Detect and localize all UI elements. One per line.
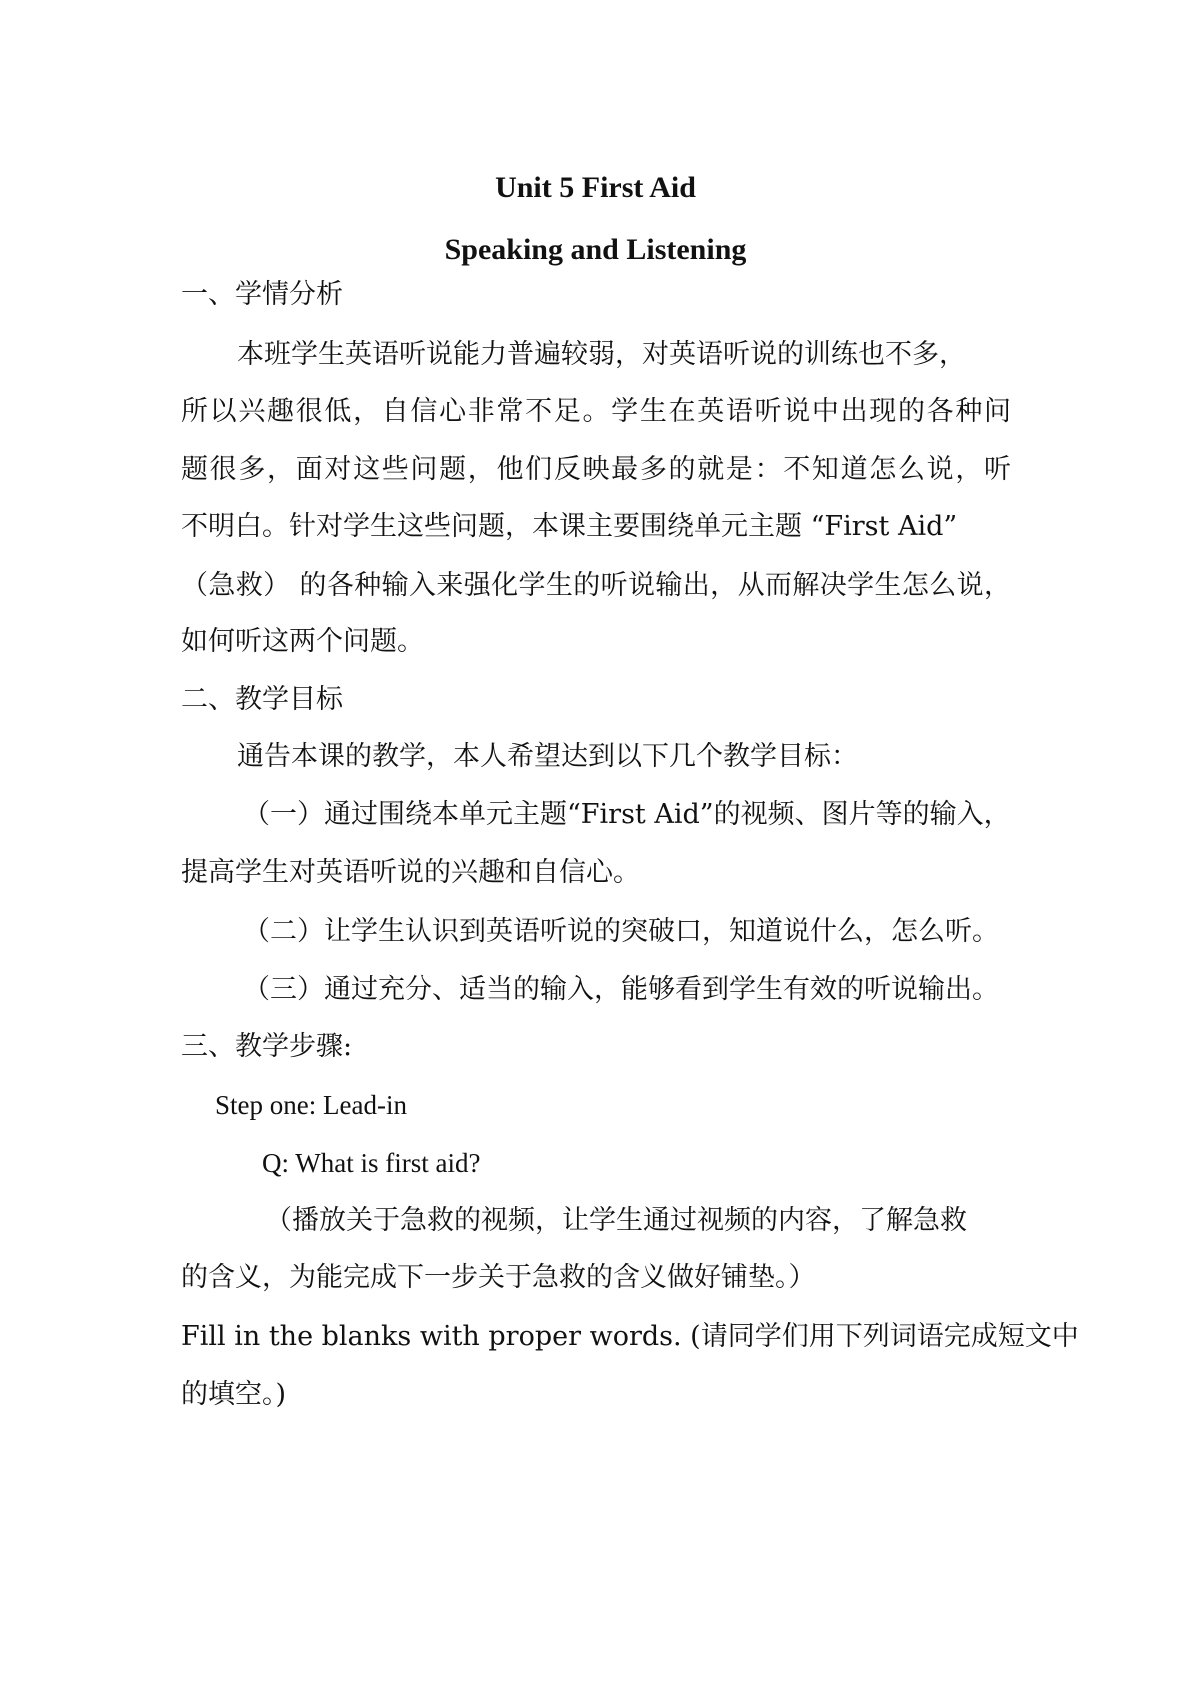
fill-in-instruction-line-2: 的填空。) <box>181 1379 287 1410</box>
section1-line: 本班学生英语听说能力普遍较弱，对英语听说的训练也不多， <box>237 339 966 370</box>
section3-heading: 三、教学步骤: <box>181 1031 353 1062</box>
section1-line: 不明白。针对学生这些问题，本课主要围绕单元主题 “First Aid” <box>181 511 958 542</box>
teaching-note-line-2: 的含义，为能完成下一步关于急救的含义做好铺垫。） <box>181 1262 816 1293</box>
section2-intro: 通告本课的教学，本人希望达到以下几个教学目标： <box>237 741 858 772</box>
section1-line: 题很多，面对这些问题，他们反映最多的就是：不知道怎么说，听 <box>181 454 1011 485</box>
question-text: Q: What is first aid? <box>262 1148 481 1178</box>
goal-2: （二）让学生认识到英语听说的突破口，知道说什么，怎么听。 <box>243 916 999 947</box>
section1-heading: 一、学情分析 <box>181 279 343 310</box>
section1-line: （急救） 的各种输入来强化学生的听说输出，从而解决学生怎么说， <box>181 570 1011 601</box>
step-one-label: Step one: Lead-in <box>215 1090 407 1120</box>
section1-line: 所以兴趣很低，自信心非常不足。学生在英语听说中出现的各种问 <box>181 396 1011 427</box>
goal-1-line-2: 提高学生对英语听说的兴趣和自信心。 <box>181 857 640 888</box>
document-title: Unit 5 First Aid <box>495 171 696 204</box>
teaching-note-line-1: （播放关于急救的视频，让学生通过视频的内容，了解急救 <box>265 1205 967 1236</box>
document-subtitle: Speaking and Listening <box>444 233 747 266</box>
fill-in-instruction-line-1: Fill in the blanks with proper words. (请同学们用下列词语完成短文中 <box>181 1321 1079 1352</box>
goal-1-line-1: （一）通过围绕本单元主题“First Aid”的视频、图片等的输入， <box>243 799 1011 830</box>
section2-heading: 二、教学目标 <box>181 684 343 715</box>
goal-3: （三）通过充分、适当的输入，能够看到学生有效的听说输出。 <box>243 974 999 1005</box>
section1-line: 如何听这两个问题。 <box>181 626 424 657</box>
